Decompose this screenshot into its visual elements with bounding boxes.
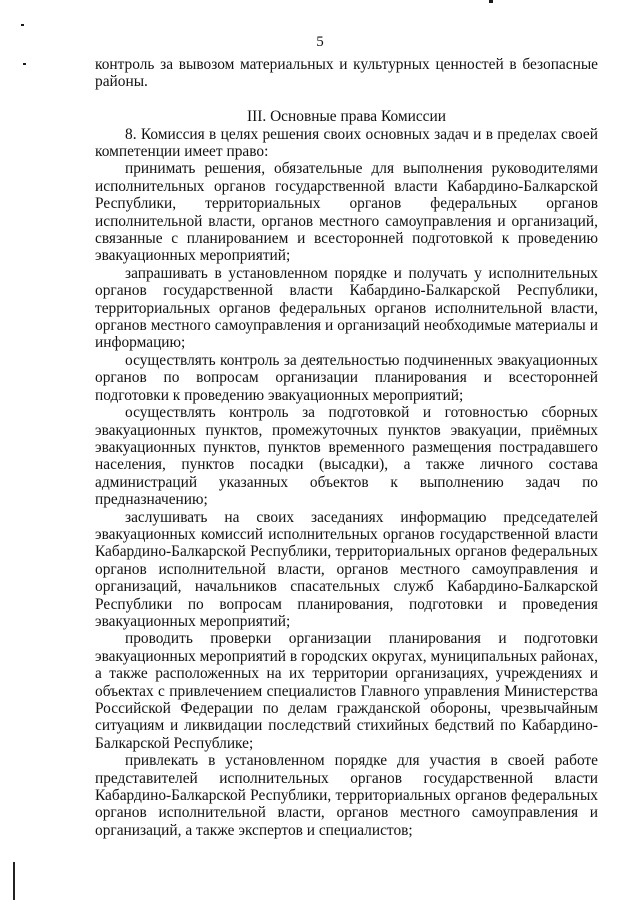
paragraph-hear: заслушивать на своих заседаниях информацию председателей эвакуационных комиссий исполнительных органов государственной власти Кабардино-Балкарской Республики, территориальных органов федеральных органов исполнительной власти, органов местного самоуправления и организаций, начальников спасательных служб Кабардино-Балкарской Республики по вопросам планирования, подготовки и проведения эвакуационных мероприятий; bbox=[95, 508, 598, 630]
scan-mark bbox=[23, 63, 26, 65]
scan-mark bbox=[489, 0, 493, 3]
section-heading: III. Основные права Комиссии bbox=[247, 108, 446, 126]
page-number: 5 bbox=[316, 34, 324, 50]
paragraph-control-readiness: осуществлять контроль за подготовкой и готовностью сборных эвакуационных пунктов, промежуточных пунктов эвакуации, приёмных эвакуационных пунктов, пунктов временного размещения пострадавшего населения, пунктов посадки (высадки), а также личного состава администраций указанных объектов к выполнению задач по предназначению; bbox=[95, 404, 598, 509]
paragraph-8-intro: 8. Комиссия в целях решения своих основных задач и в пределах своей компетенции имеет право: bbox=[95, 125, 598, 161]
document-body bbox=[95, 56, 598, 839]
paragraph-request: запрашивать в установленном порядке и получать у исполнительных органов государственной власти Кабардино-Балкарской Республики, территориальных органов федеральных органов исполнительной власти, органов местного самоуправления и организаций необходимые материалы и информацию; bbox=[95, 264, 598, 352]
paragraph-decisions: принимать решения, обязательные для выполнения руководителями исполнительных органов государственной власти Кабардино-Балкарской Республики, территориальных органов федеральных органов исполнительной власти, органов местного самоуправления и организаций, связанные с планированием и всесторонней подготовкой к проведению эвакуационных мероприятий; bbox=[95, 160, 598, 265]
margin-line bbox=[13, 862, 15, 900]
scan-mark bbox=[21, 24, 24, 26]
paragraph-control-subordinate: осуществлять контроль за деятельностью подчиненных эвакуационных органов по вопросам организации планирования и всесторонней подготовки к проведению эвакуационных мероприятий; bbox=[95, 351, 598, 404]
paragraph-inspections: проводить проверки организации планирования и подготовки эвакуационных мероприятий в городских округах, муниципальных районах, а также расположенных на их территории организациях, учреждениях и объектах с привлечением специалистов Главного управления Министерства Российской Федерации по делам гражданской обороны, чрезвычайным ситуациям и ликвидации последствий стихийных бедствий по Кабардино-Балкарской Республике; bbox=[95, 630, 598, 752]
paragraph-continuation: контроль за вывозом материальных и культурных ценностей в безопасные районы. bbox=[95, 56, 598, 91]
paragraph-involve: привлекать в установленном порядке для участия в своей работе представителей исполнительных органов государственной власти Кабардино-Балкарской Республики, территориальных органов федеральных органов исполнительной власти, органов местного самоуправления и организаций, а также экспертов и специалистов; bbox=[95, 752, 598, 839]
